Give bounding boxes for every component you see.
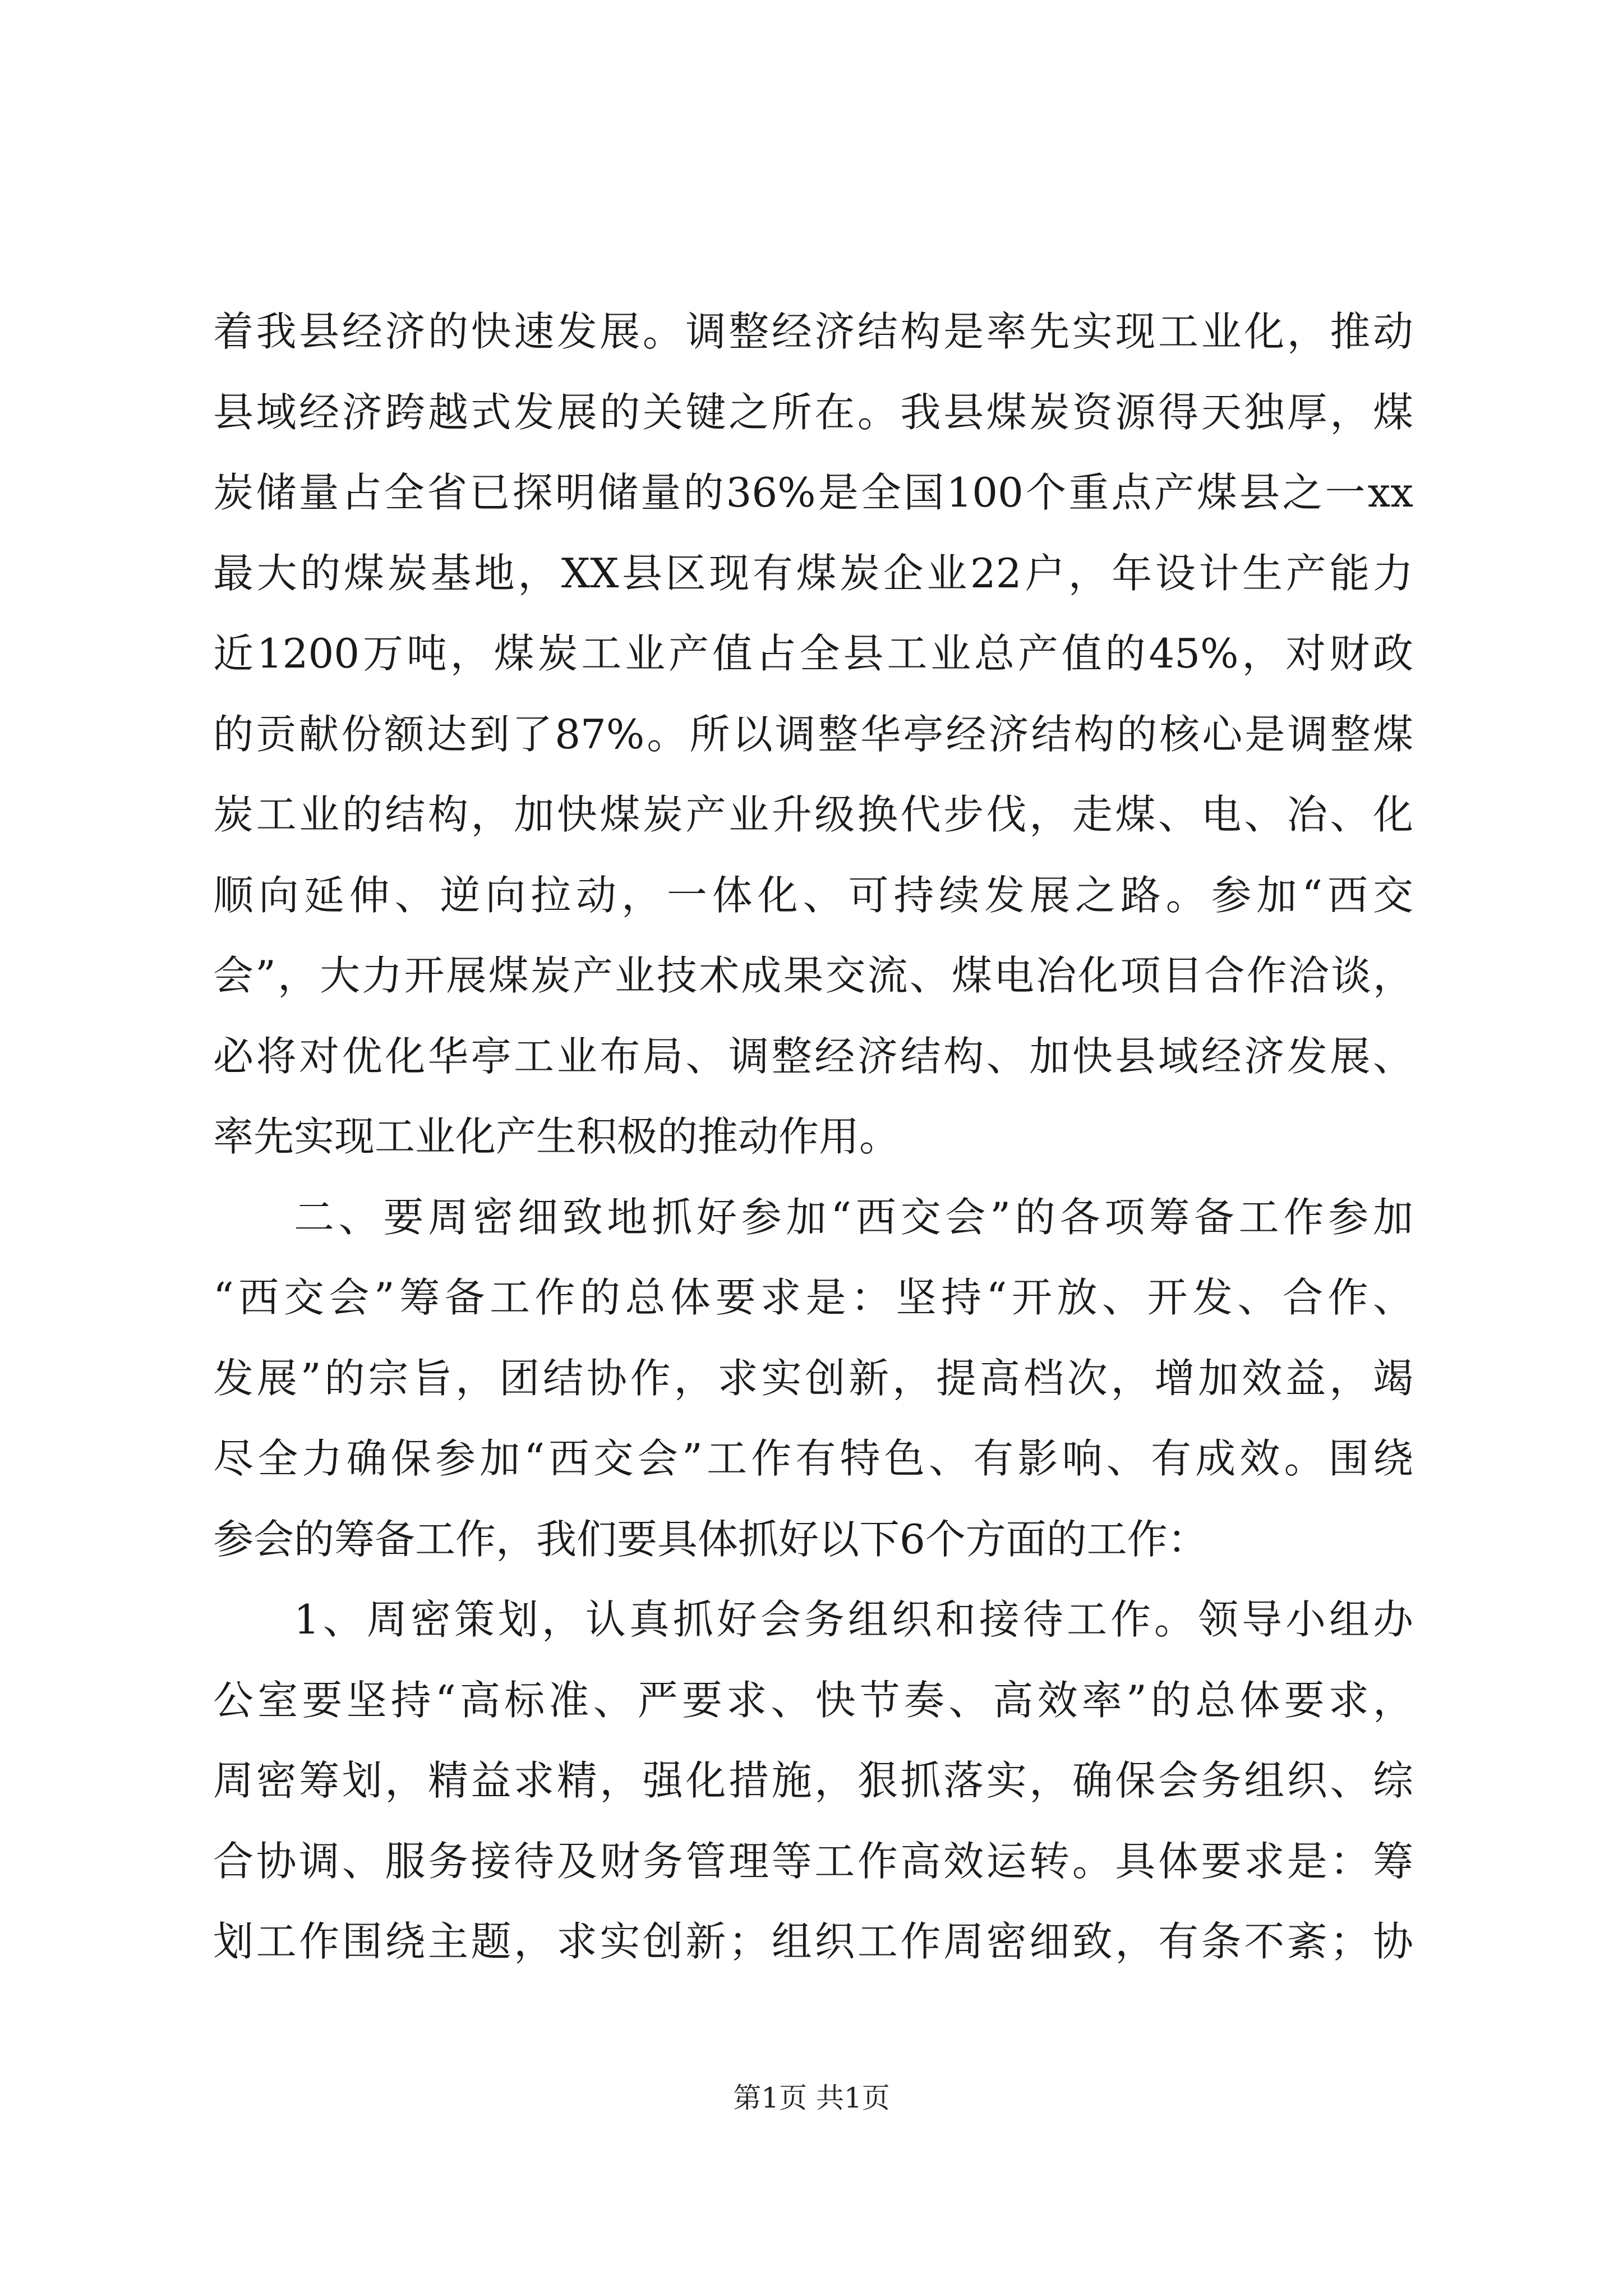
text-line: 率先实现工业化产生积极的推动作用。 [213,1113,900,1160]
text-line: 顺向延伸、逆向拉动，一体化、可持续发展之路。参加“西交 [213,871,1413,919]
text-line: 会”，大力开展煤炭产业技术成果交流、煤电冶化项目合作洽谈， [213,952,1413,999]
text-line: 的贡献份额达到了87%。所以调整华亭经济结构的核心是调整煤 [213,710,1413,758]
text-line: 尽全力确保参加“西交会”工作有特色、有影响、有成效。围绕 [213,1435,1413,1482]
text-line: “西交会”筹备工作的总体要求是：坚持“开放、开发、合作、 [213,1274,1413,1321]
text-line: 炭工业的结构，加快煤炭产业升级换代步伐，走煤、电、冶、化 [213,791,1413,838]
text-line: 近1200万吨，煤炭工业产值占全县工业总产值的45%，对财政 [213,630,1413,677]
text-line: 着我县经济的快速发展。调整经济结构是率先实现工业化，推动 [213,308,1413,355]
text-line: 公室要坚持“高标准、严要求、快节奏、高效率”的总体要求， [213,1676,1413,1724]
text-line: 必将对优化华亭工业布局、调整经济结构、加快县域经济发展、 [213,1032,1413,1080]
document-body [213,292,1413,1982]
page-footer: 第1页 共1页 [733,2082,890,2114]
text-line: 炭储量占全省已探明储量的36%是全国100个重点产煤县之一xx [213,469,1413,516]
text-line: 最大的煤炭基地，XX县区现有煤炭企业22户，年设计生产能力 [213,549,1413,597]
text-line: 发展”的宗旨，团结协作，求实创新，提高档次，增加效益，竭 [213,1354,1413,1402]
text-line: 县域经济跨越式发展的关键之所在。我县煤炭资源得天独厚，煤 [213,388,1413,436]
text-line: 周密筹划，精益求精，强化措施，狠抓落实，确保会务组织、综 [213,1757,1413,1804]
section-heading-line: 二、要周密细致地抓好参加“西交会”的各项筹备工作参加 [294,1193,1413,1241]
text-line: 合协调、服务接待及财务管理等工作高效运转。具体要求是：筹 [213,1837,1413,1885]
text-line: 参会的筹备工作，我们要具体抓好以下6个方面的工作： [213,1515,1208,1563]
paragraph-start-line: 1、周密策划，认真抓好会务组织和接待工作。领导小组办 [294,1596,1413,1643]
text-line: 划工作围绕主题，求实创新；组织工作周密细致，有条不紊；协 [213,1918,1413,1965]
